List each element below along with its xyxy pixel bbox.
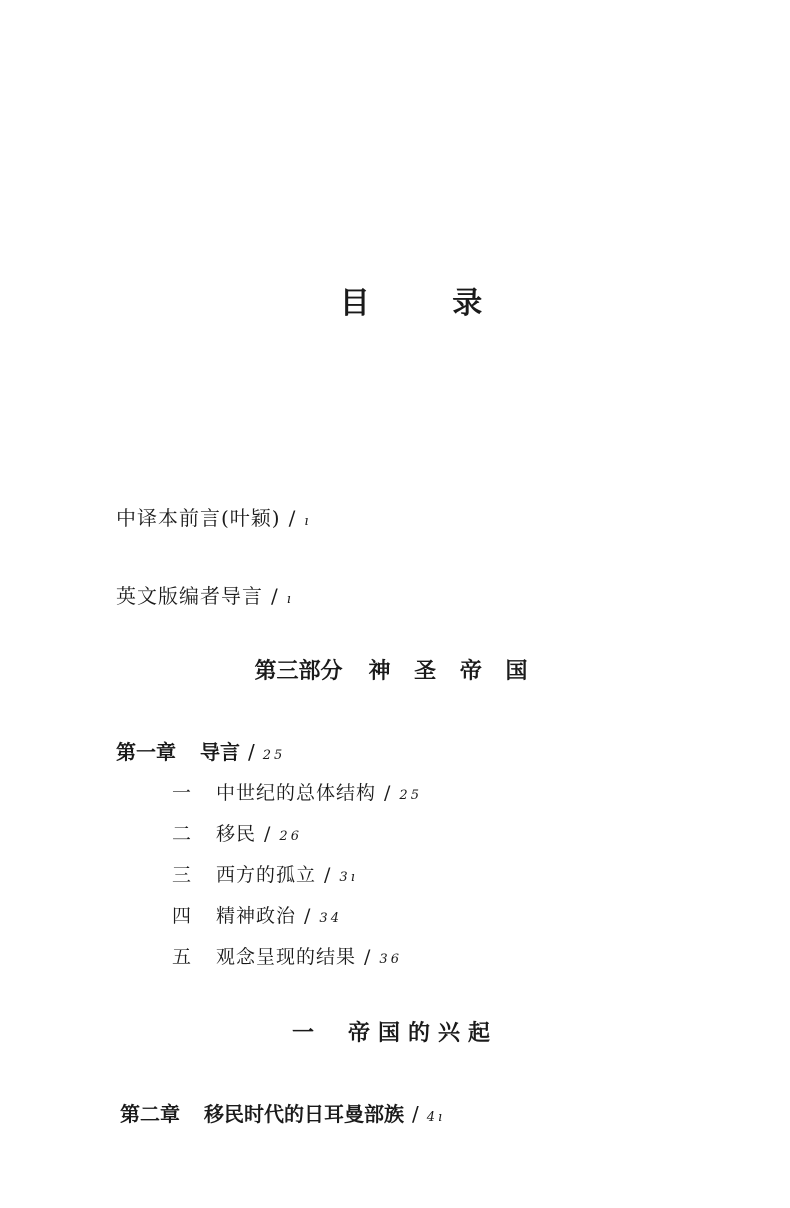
chapter-number: 第一章 [116, 740, 176, 764]
separator: / [248, 740, 255, 764]
section-title: 西方的孤立 [216, 864, 317, 886]
chapter-title: 导言 [200, 740, 240, 764]
page-number: 4ı [426, 1110, 446, 1125]
section-number: 四 [172, 905, 193, 927]
toc-section[interactable] [172, 901, 342, 928]
part-label: 第三部分 [254, 659, 343, 684]
separator: / [264, 823, 272, 845]
page-number: ı [304, 514, 312, 529]
chapter-number: 第二章 [120, 1102, 180, 1126]
section-number: 三 [172, 864, 193, 886]
section-title: 中世纪的总体结构 [216, 782, 377, 804]
separator: / [288, 506, 297, 530]
page-number: 36 [379, 952, 402, 967]
page-number: 25 [262, 748, 286, 763]
section-title: 移民 [216, 823, 257, 845]
toc-entry-editor-intro[interactable] [116, 580, 294, 609]
page-number: 34 [319, 911, 342, 926]
separator: / [412, 1102, 419, 1126]
section-number: 五 [172, 946, 193, 968]
page-number: 25 [399, 788, 422, 803]
toc-chapter-1[interactable] [116, 736, 285, 765]
separator: / [271, 584, 279, 608]
separator: / [384, 782, 392, 804]
part-title: 神 圣 帝 国 [368, 659, 536, 684]
sub-part-title: 帝国的兴起 [348, 1021, 499, 1046]
section-number: 二 [172, 823, 193, 845]
sub-part-heading [0, 1016, 790, 1047]
toc-chapter-2[interactable] [120, 1098, 445, 1127]
toc-section[interactable] [172, 819, 302, 846]
toc-section[interactable] [172, 942, 402, 969]
separator: / [304, 905, 312, 927]
separator: / [364, 946, 372, 968]
page-title: 目 录 [339, 286, 519, 321]
separator: / [324, 864, 332, 886]
section-title: 精神政治 [216, 905, 297, 927]
toc-entry-preface[interactable] [116, 502, 312, 531]
section-number: 一 [172, 782, 193, 804]
toc-section[interactable] [172, 778, 422, 805]
page-number: 26 [279, 829, 302, 844]
toc-section[interactable] [172, 860, 358, 887]
section-title: 观念呈现的结果 [216, 946, 357, 968]
part-heading [0, 654, 790, 685]
toc-entry-label: 英文版编者导言 [116, 584, 263, 608]
page-number: 3ı [339, 870, 358, 885]
page-number: ı [286, 592, 294, 607]
toc-entry-label: 中译本前言(叶颖) [116, 506, 281, 530]
chapter-title: 移民时代的日耳曼部族 [204, 1102, 404, 1126]
sub-part-number: 一 [291, 1021, 314, 1046]
